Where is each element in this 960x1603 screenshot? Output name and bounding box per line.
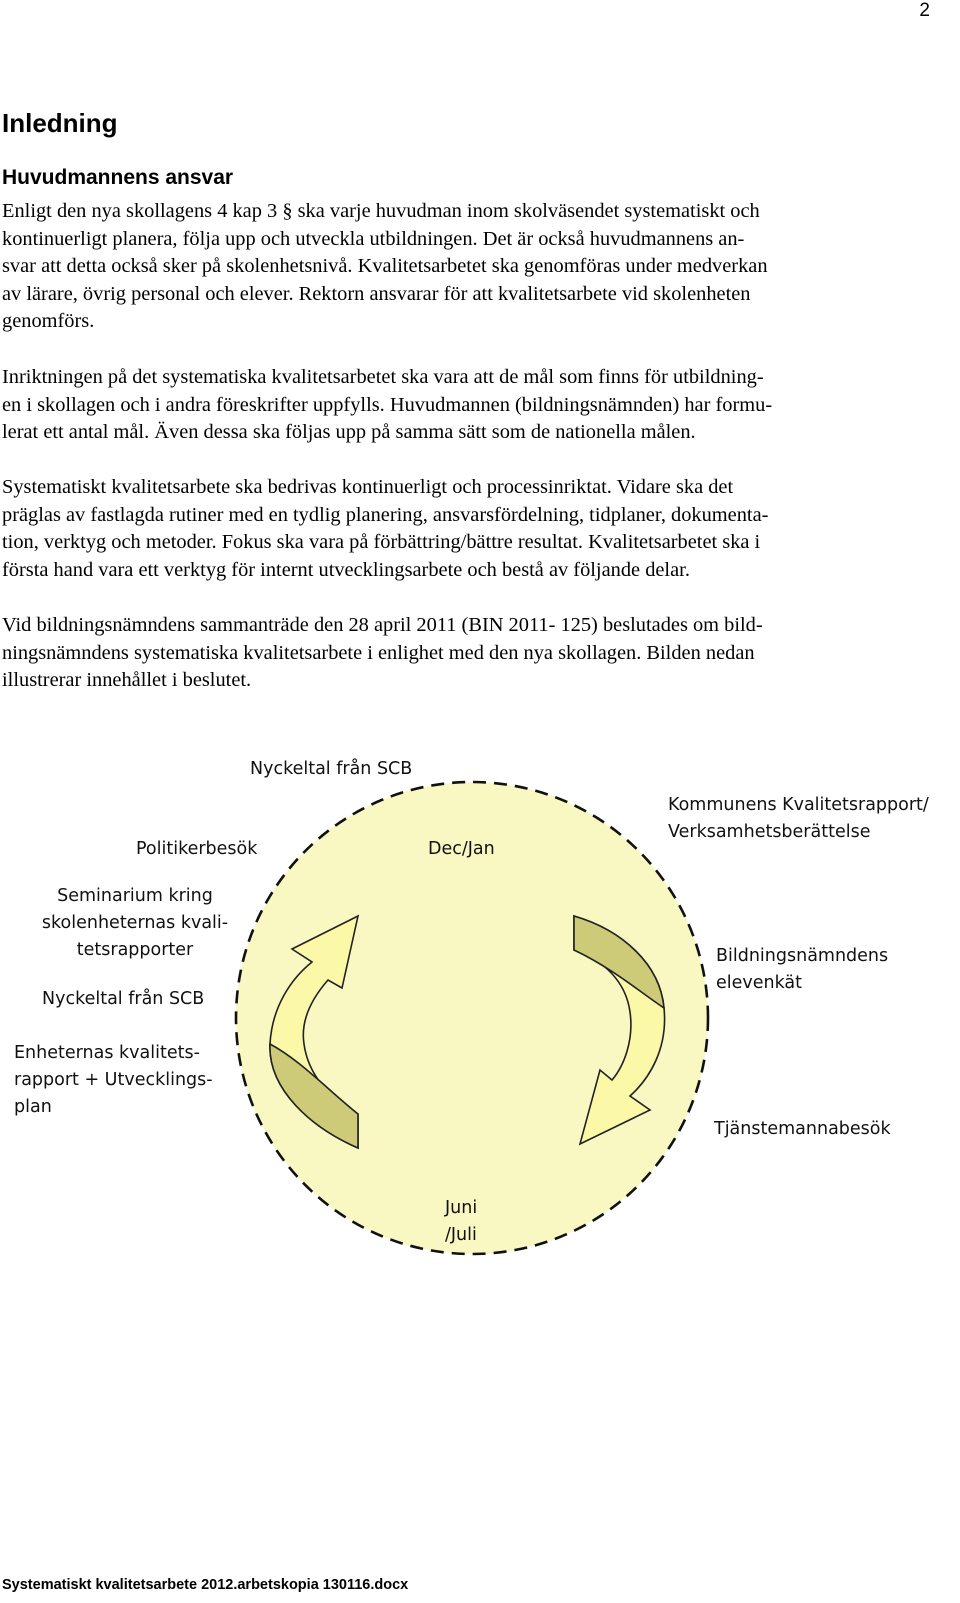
paragraph-line: tion, verktyg och metoder. Fokus ska vara på förbättring/bättre resultat. Kvalitetsarbetet ska i [2,531,761,553]
paragraph-line: en i skollagen och i andra föreskrifter uppfylls. Huvudmannen (bildningsnämnden) har formu- [2,393,773,416]
paragraph-line: Systematiskt kvalitetsarbete ska bedrivas kontinuerligt och processinriktat. Vidare ska det [2,476,734,498]
paragraph-line: präglas av fastlagda rutiner med en tydlig planering, ansvarsfördelning, tidplaner, dokumenta- [2,503,769,526]
paragraph [2,198,927,336]
label-line: Nyckeltal från SCB [42,989,205,1009]
paragraph-line: genomförs. [2,310,95,332]
paragraph-line: lerat ett antal mål. Även dessa ska följas upp på samma sätt som de nationella målen. [2,421,696,443]
label-dec-jan [428,836,495,863]
paragraph-line: kontinuerligt planera, följa upp och utveckla utbildningen. Det är också huvudmannens an- [2,227,745,250]
label-seminarium [40,883,230,964]
label-line: Tjänstemannabesök [714,1119,891,1139]
document-footer: Systematiskt kvalitetsarbete 2012.arbetskopia 130116.docx [2,1577,409,1593]
label-nyckeltal-top [250,756,412,783]
label-line: Enheternas kvalitets- [14,1043,200,1063]
label-kommunens-kvalitetsrapport [668,792,929,846]
label-line: elevenkät [716,973,803,993]
label-line: Bildningsnämndens [716,946,889,966]
label-line: plan [14,1097,52,1117]
label-enheternas-kvalitetsrapport [14,1040,213,1121]
label-line: Juni [445,1198,478,1218]
paragraph-line: svar att detta också sker på skolenhetsnivå. Kvalitetsarbetet ska genomföras under medverkan [2,255,768,277]
label-nyckeltal-left [42,986,204,1013]
label-line: Seminarium kring [57,886,213,906]
label-line: Verksamhetsberättelse [668,822,871,842]
label-line: Politikerbesök [136,839,258,859]
label-politikerbesok [136,836,257,863]
page-number: 2 [919,0,930,21]
paragraph-line: Vid bildningsnämndens sammanträde den 28 april 2011 (BIN 2011- 125) beslutades om bild- [2,614,763,636]
label-line: tetsrapporter [76,940,194,960]
label-bildningsnamndens-elevenkat [716,943,888,997]
section-heading: Huvudmannens ansvar [2,166,234,189]
paragraph-line: illustrerar innehållet i beslutet. [2,669,252,691]
paragraph-line: Enligt den nya skollagens 4 kap 3 § ska varje huvudman inom skolväsendet systematiskt och [2,200,760,222]
label-line: rapport + Utvecklings- [14,1070,213,1090]
paragraph [2,364,927,447]
label-line: /Juli [445,1225,477,1245]
paragraph-line: första hand vara ett verktyg för internt utvecklingsarbete och bestå av följande delar. [2,558,690,581]
paragraph [2,612,927,695]
label-line: Dec/Jan [428,839,495,859]
label-line: Kommunens Kvalitetsrapport/ [668,795,929,815]
label-tjanstemannabesok [714,1116,891,1143]
paragraph [2,474,927,584]
label-line: Nyckeltal från SCB [250,759,413,779]
paragraph-line: Inriktningen på det systematiska kvalitetsarbetet ska vara att de mål som finns för utbildning- [2,366,764,388]
label-line: skolenheternas kvali- [41,913,229,933]
label-juni-juli [445,1195,477,1249]
paragraph-line: ningsnämndens systematiska kvalitetsarbete i enlighet med den nya skollagen. Bilden nedan [2,641,755,664]
paragraph-line: av lärare, övrig personal och elever. Rektorn ansvarar för att kvalitetsarbete vid skolenheten [2,282,751,305]
page-title: Inledning [2,108,118,138]
quality-cycle-diagram [0,740,960,1520]
